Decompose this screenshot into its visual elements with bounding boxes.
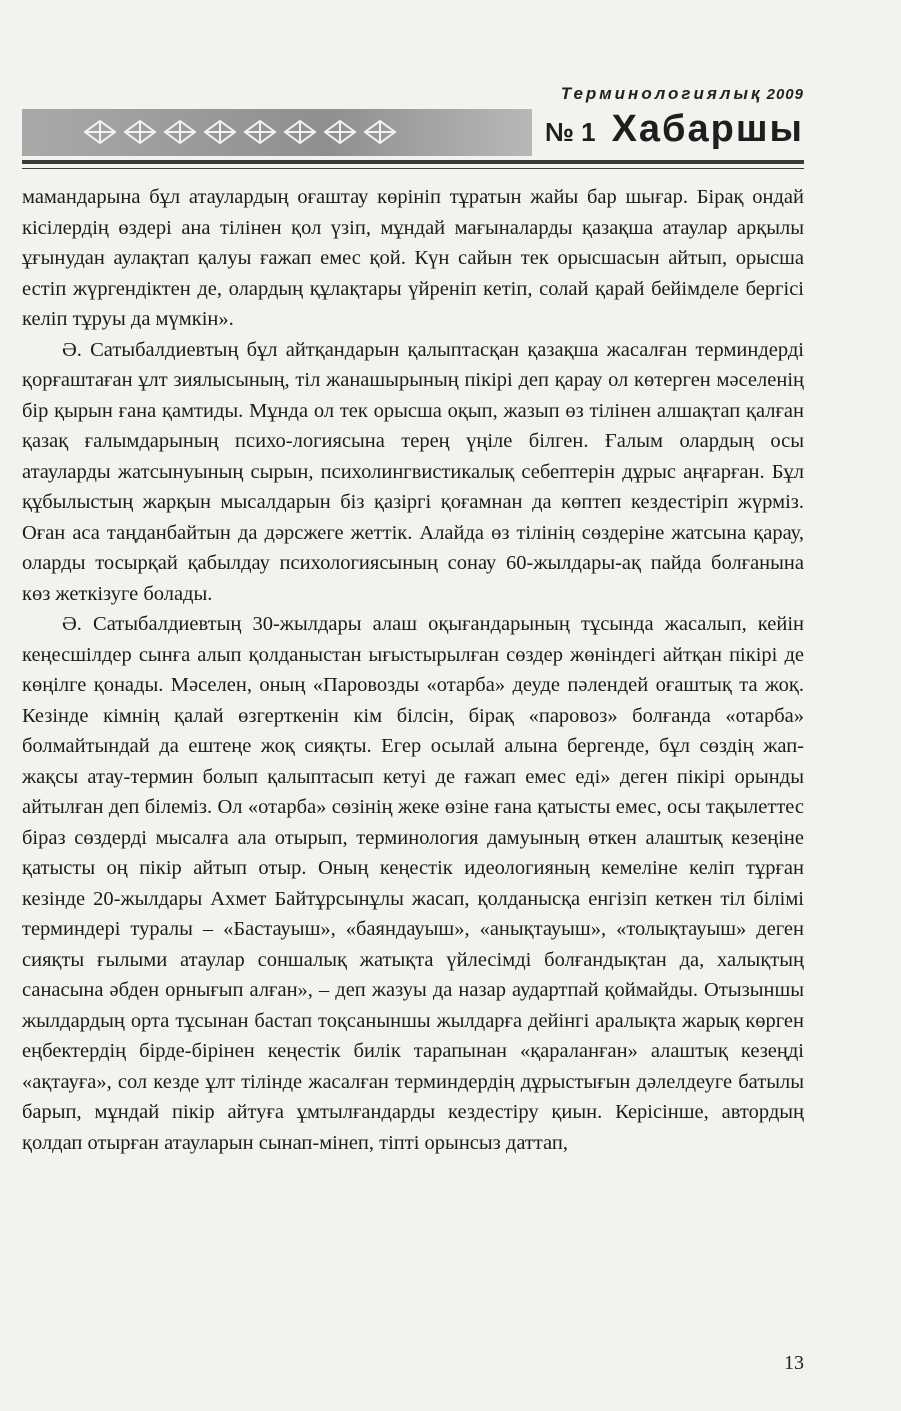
journal-year: 2009 (766, 86, 804, 103)
page-number: 13 (784, 1352, 804, 1374)
paragraph-3: Ә. Сатыбалдиевтың 30-жылдары алаш оқығандарының тұсында жасалып, кейін кеңесшілдер сынға алып қолданыстан ығыстырылған сөздер жөніндегі айтқан пікірі де көңілге қонады. Мәселен, оның «Паровозды «отарба» деуде пәлендей оғаштық та жоқ. Кезінде кімнің қалай өзгерткенін кім білсін, бірақ «паровоз» болғанда «отарба» болмайтындай да ештеңе жоқ сияқты. Егер осылай алына бергенде, бұл сөздің жап-жақсы атау-термин болып қалыптасып кетуі де ғажап емес еді» деген пікірі орынды айтылған деп білеміз. Ол «отарба» сөзінің жеке өзіне ғана қатысты емес, осы тақылеттес біраз сөздерді мысалға ала отырып, терминология дамуының өткен алаштық кезеңіне қатысты оң пікір айтып отыр. Оның кеңестік идеологияның кемеліне келіп тұрған кезінде 20-жылдары Ахмет Байтұрсынұлы жасап, қолданысқа енгізіп кеткен тіл білімі терминдері туралы – «Бастауыш», «баяндауыш», «анықтауыш», «толықтауыш» деген сияқты ғылыми атаулар соншалық жатықта үйлесімді болғандықтан да, халықтың санасына әбден орнығып алған», – деп жазуы да назар аудартпай қоймайды. Отызыншы жылдардың орта тұсынан бастап тоқсаныншы жылдарға дейінгі аралықта жарық көрген еңбектердің бірде-бірінен кеңестік билік тарапынан «қараланған» алаштық кезеңді «ақтауға», сол кезде ұлт тілінде жасалған терминдердің дұрыстығын дәлелдеуге батылы барып, мұндай пікір айтуға ұмтылғандарды кездестіру қиын. Керісінше, автордың қолдап отырған атауларын сынап-мінеп, тіпті орынсыз даттап, (22, 613, 804, 1154)
header-rule-thin (22, 168, 804, 169)
article-body (22, 182, 804, 1158)
paragraph-2: Ә. Сатыбалдиевтың бұл айтқандарын қалыптасқан қазақша жасалған терминдерді қорғаштаған ұлт зиялысының, тіл жанашырының пікірі деп қарау ол көтерген мәселенің бір қырын ғана қамтиды. Мұнда ол тек орысша оқып, жазып өз тілінен алшақтап қалған қазақ ғалымдарының психо-логиясына терең үңіле білген. Ғалым олардың осы атауларды жатсынуының сырын, психолингвистикалық себептерін дұрыс аңғарған. Бұл құбылыстың жарқын мысалдарын біз қазіргі қоғамнан да көптеп кездестіріп жүрміз. Оған аса таңданбайтын да дәрсжеге жеттік. Алайда өз тілінің сөздеріне жатсына қарау, оларды тосырқай қабылдау психологиясының сонау 60-жылдары-ақ пайда болғанына көз жеткізуге болады. (22, 338, 804, 605)
bulletin-name: Хабаршы (611, 108, 804, 150)
journal-name: Терминологиялық (560, 84, 763, 103)
header-rule-thick (22, 160, 804, 164)
header-ornament-band (22, 109, 532, 156)
issue-label (545, 108, 804, 151)
journal-title (561, 84, 804, 104)
ornament-pattern-icon (80, 117, 400, 147)
paragraph-1: мамандарына бұл атаулардың оғаштау көрініп тұратын жайы бар шығар. Бірақ ондай кісілердің өздері ана тілінен қол үзіп, мұндай мағыналарды қазақша атаулар арқылы ұғынудан аулақтап қалуы ғажап емес қой. Күн сайын тек орысшасын айтып, орысша естіп жүргендіктен де, олардың құлақтары үйреніп кетіп, солай қарай бейімделе бергісі келіп тұруы да мүмкін». (22, 186, 804, 330)
issue-number: № 1 (544, 117, 596, 147)
